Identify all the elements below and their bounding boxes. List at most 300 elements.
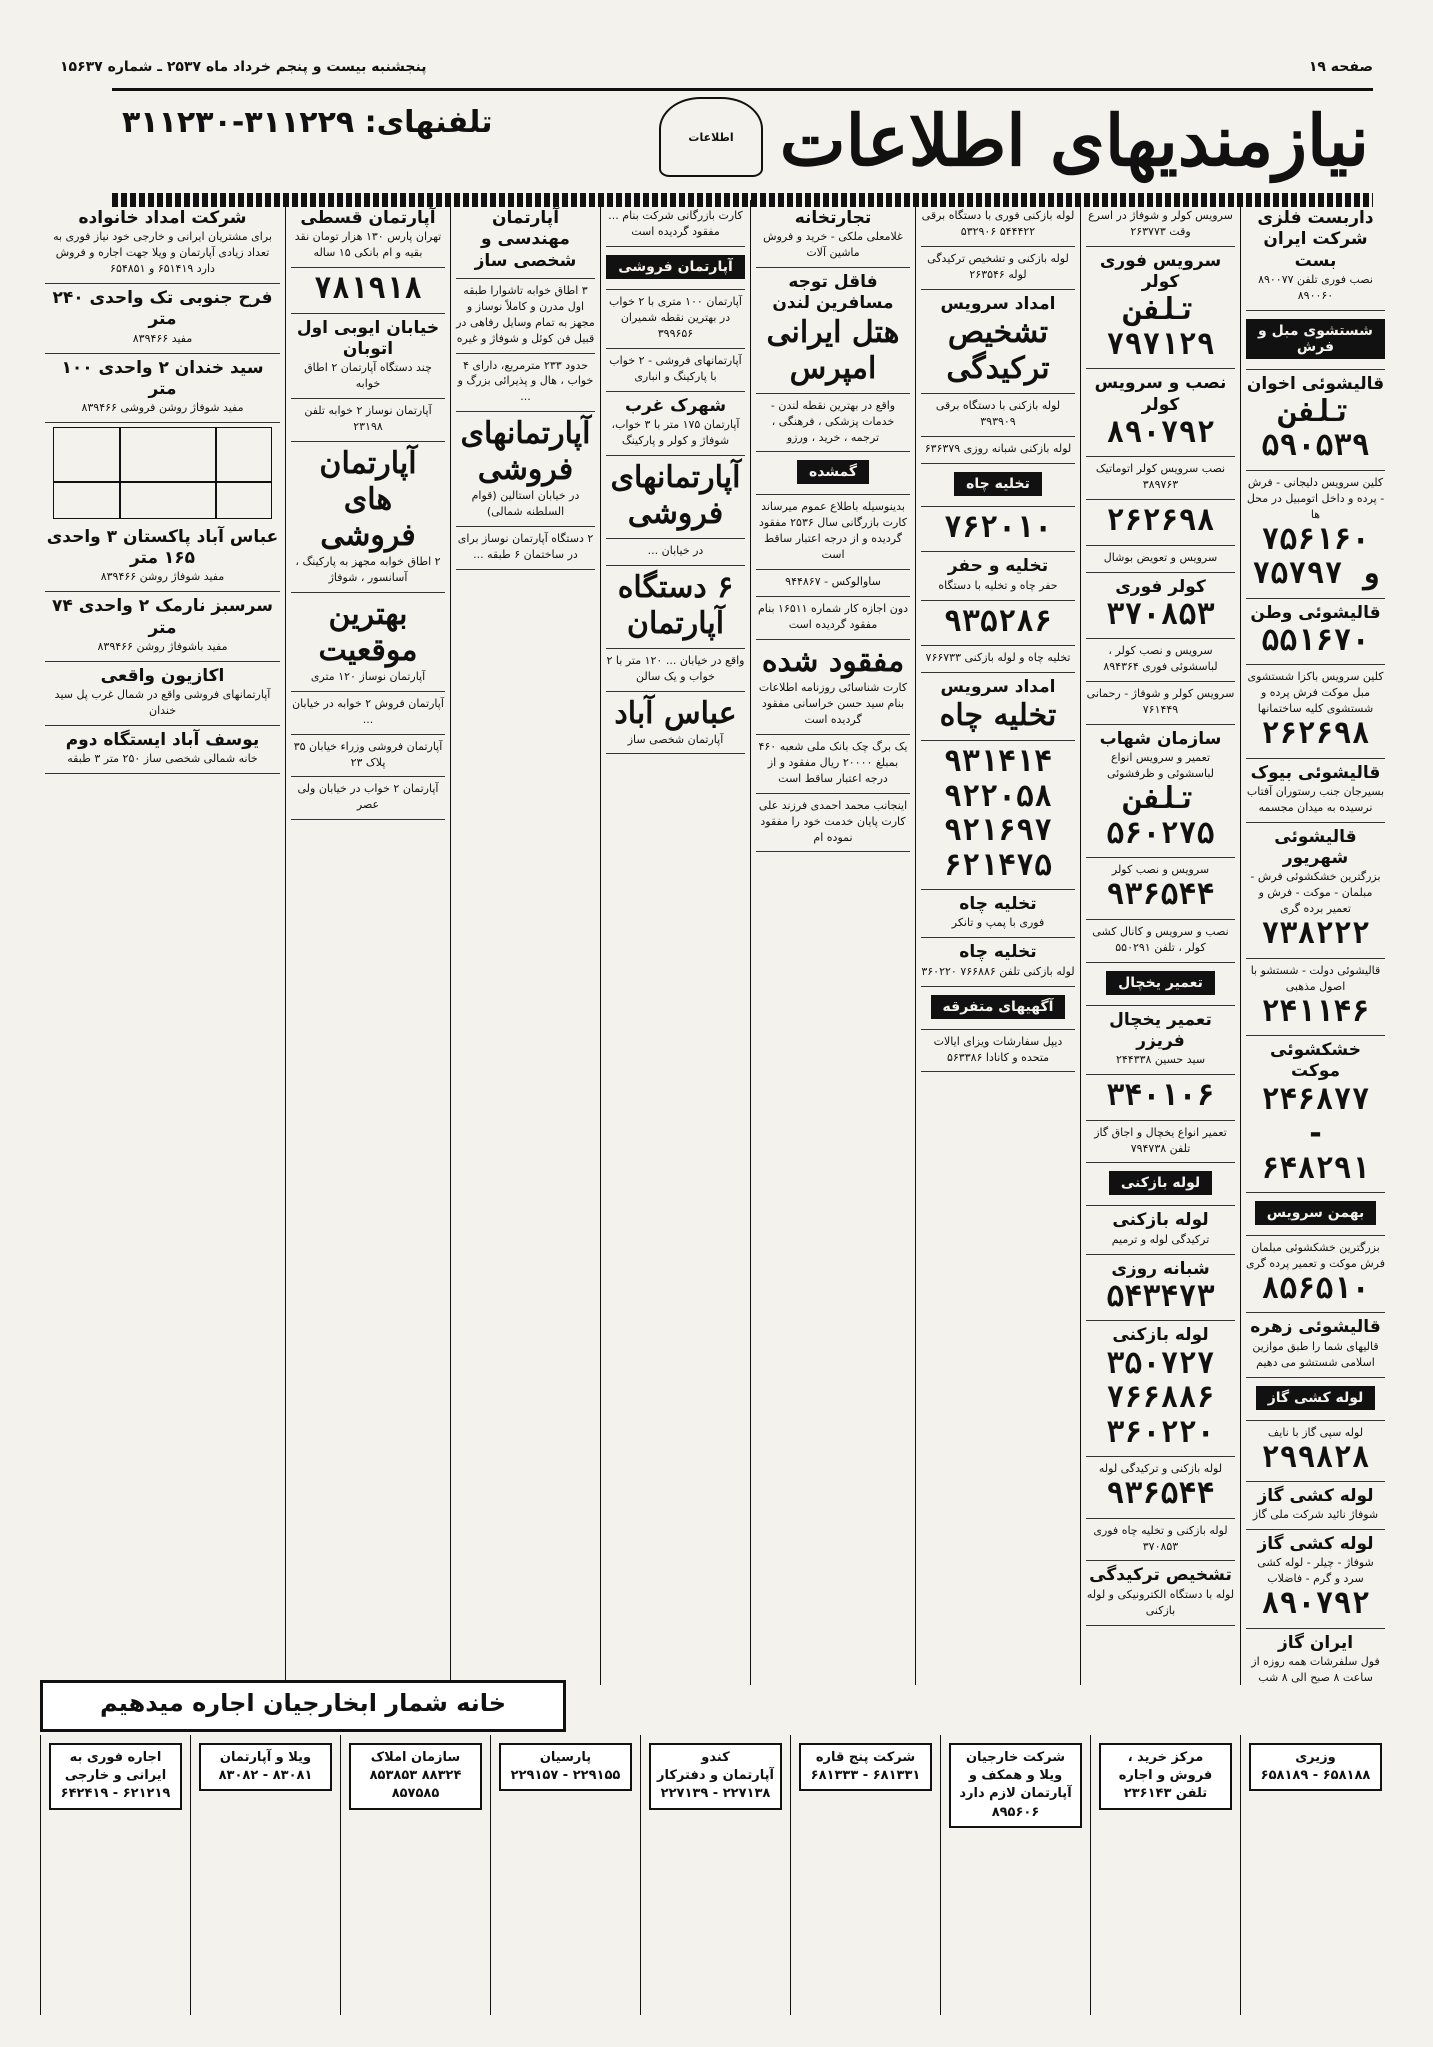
classified-ad [606,290,745,349]
ad-text: سرویس کولر و شوفاژ - رحمانی ۷۶۱۴۴۹ [1086,687,1235,717]
column-2 [1080,200,1240,1685]
column-6 [450,200,600,1685]
bottom-ad-column [1090,1735,1240,2015]
bottom-ad-column [1240,1735,1390,2015]
ad-text: غلامعلی ملکی - خرید و فروش ماشین آلات [763,230,903,260]
ad-text: اینجانب محمد احمدی فرزند علی کارت پایان خدمت خود را مفقود نموده ام [758,798,908,844]
ad-text: فول سلفرشات همه روزه از ساعت ۸ صبح الی ۸ شب [1251,1655,1380,1684]
classified-ad [606,692,745,755]
classified-ad [45,726,280,774]
ad-text: نصب و سرویس و کانال کشی کولر ، تلفن ۵۵۰۲۹۱ [1092,924,1229,954]
classified-ad [1246,1236,1385,1313]
bottom-ad-heading: پارسیان [539,1750,592,1765]
ad-heading: تعمیر یخچال فریزر [1109,1009,1212,1051]
bottom-ad-heading: سازمان املاک [370,1750,461,1765]
ad-text: مفید شوفاژ روشن ۸۳۹۴۶۶ [100,570,225,584]
ad-heading: آپارتمان مهندسی و شخصی ساز [474,208,577,271]
classified-ad [1246,471,1385,599]
ad-phone-number: تلفن ۵۹۰۵۳۹ [1261,393,1370,464]
classified-ad [1086,546,1235,573]
issue-info: پنجشنبه بیست و پنجم خرداد ماه ۲۵۳۷ ـ شماره ۱۵۶۳۷ [60,59,427,75]
classified-ad [1086,1121,1235,1164]
ad-text: قالیشوئی دولت - شستشو با اصول مذهبی [1250,963,1381,993]
bottom-ad-column [940,1735,1090,2015]
ad-heading: ایران گاز [1277,1632,1354,1653]
section-banner: لوله بازکنی [1109,1171,1212,1195]
classified-ad [921,247,1075,290]
ad-heading: لوله کشی گاز [1257,1534,1374,1555]
ad-large-heading: بهترین موقعیت [318,596,418,668]
classified-ad [606,456,745,539]
section-banner: بهمن سرویس [1255,1201,1377,1225]
ad-text: مفید باشوفاژ روشن ۸۳۹۴۶۶ [97,639,228,653]
ad-text: لوله بازکنی و تخلیه چاه فوری ۳۷۰۸۵۳ [1093,1523,1228,1553]
ad-text: تعمیر انواع یخچال و اجاق گاز تلفن ۷۹۴۷۳۸ [1094,1125,1227,1155]
classified-ad [291,399,445,442]
ad-text: کلین سرویس دلیجانی - فرش - پرده و داخل اتومبیل در محل ها [1246,475,1385,521]
bottom-ad-text: ۶۲۱۲۱۹ - ۶۴۲۴۱۹ [60,1786,171,1802]
classified-ad [1086,1321,1235,1457]
classified-ad [1246,1482,1385,1530]
ad-phone-number: ۳۷۰۸۵۳ [1106,596,1215,632]
ad-heading: لوله بازکنی [1112,1325,1209,1346]
bottom-ad-column [190,1735,340,2015]
ad-heading: شرکت امداد خانواده [78,208,247,228]
ad-phone-number: ۸۹۰۷۹۲ [1106,414,1215,450]
ad-heading: قالیشوئی زهره [1250,1317,1381,1338]
ad-text: در خیابان ... [647,543,704,557]
ad-text: مفید شوفاژ روشن فروشی ۸۳۹۴۶۶ [81,401,244,414]
bottom-ad [1249,1743,1382,1791]
ad-heading: کولر فوری [1115,576,1206,597]
ad-heading: سرسبز نارمک ۲ واحدی ۷۴ متر [52,596,273,638]
column-3 [915,200,1080,1685]
ad-text: فوری با پمپ و تانکر [951,916,1045,930]
section-banner: آپارتمان فروشی [606,255,745,279]
ad-heading: امداد سرویس [940,293,1056,314]
classified-ad [291,268,445,314]
classified-ad [756,495,910,570]
ad-text: آپارتمانهای فروشی واقع در شمال غرب پل سید خندان [54,688,271,717]
ad-large-heading: تخلیه چاه [939,698,1057,734]
ad-large-heading: عباس آباد [614,695,737,731]
ad-heading: تخلیه چاه [959,894,1037,915]
ad-text: آپارتمان شخصی ساز [627,732,724,746]
ad-text: برای مشتریان ایرانی و خارجی خود نیاز فوری به تعداد زیادی آپارتمان و ویلا جهت اجاره و فروش دارد ۶۵۱۴۱۹ و ۶۵۴۸۵۱ [53,230,272,276]
ad-text: سرویس و تعویض بوشال [1103,550,1218,564]
bottom-ad [49,1743,182,1810]
ad-text: لوله با دستگاه الکترونیکی و لوله بازکنی [1086,1587,1235,1617]
classified-ad [1086,500,1235,546]
classified-ad [756,394,910,453]
classified-ad [921,646,1075,673]
classified-ad [606,539,745,566]
ad-phone-number: ۳۵۰۷۲۷ ۷۶۶۸۸۶ ۳۶۰۲۲۰ [1106,1345,1215,1450]
classified-ad [606,349,745,392]
ad-heading: امداد سرویس [940,676,1056,697]
classified-ad [291,735,445,778]
ad-heading: قالیشوئی اخوان [1246,373,1385,394]
ad-phone-number: ۷۵۶۱۶۰ و ۷۵۷۹۷ [1252,521,1379,592]
ad-heading: قالیشوئی بیوک [1250,762,1381,783]
ad-text: خانه شمالی شخصی ساز ۲۵۰ متر ۳ طبقه [67,752,258,766]
classified-ad [45,523,280,592]
classified-ad [1086,369,1235,457]
ad-text: سرویس و نصب کولر [1111,863,1210,877]
classified-ad [606,247,745,290]
column-4 [750,200,915,1685]
ad-text: نصب سرویس کولر اتوماتیک ۳۸۹۷۶۳ [1095,462,1226,492]
ad-heading: خشکشوئی موکت [1270,1040,1361,1082]
classified-ad [1086,1075,1235,1121]
ad-heading: نصب و سرویس کولر [1094,373,1227,415]
ad-heading: فرح جنوبی تک واحدی ۲۴۰ متر [52,288,273,330]
classified-ad [921,987,1075,1030]
classified-ad [291,442,445,593]
classified-ad [45,592,280,661]
ad-heading: قالیشوئی وطن [1250,602,1381,623]
ad-phone-number: ۹۳۵۲۸۶ [943,603,1053,639]
classified-ad [1246,1193,1385,1236]
classified-ad [1246,759,1385,823]
ad-heading: یوسف آباد ایستگاه دوم [65,729,260,750]
ad-text: یک برگ چک بانک ملی شعبه ۴۶۰ بمبلغ ۲۰۰۰۰ ریال مفقود و از درجه اعتبار ساقط است [758,739,908,785]
classified-ad [921,204,1075,247]
ad-text: بسیرجان جنب رستوران آفتاب نرسیده به میدان مجسمه [1246,785,1385,814]
ad-text: سرویس و نصب کولر ، لباسشوئی فوری ۸۹۴۳۶۴ [1103,644,1218,674]
bottom-banner: خانه شمار ابخارجیان اجاره میدهیم [40,1680,566,1732]
classified-ad [921,394,1075,437]
bottom-ad-text: ۶۸۱۳۳۱ - ۶۸۱۳۳۳ [810,1768,921,1784]
ad-heading: داربست فلزی شرکت ایران بست [1257,208,1374,271]
ad-text: چند دستگاه آپارتمان ۲ اطاق خوابه [304,361,432,391]
bottom-ad [949,1743,1082,1828]
ad-text: آپارتمان نوساز ۱۲۰ متری [310,669,426,683]
classified-ad [1246,370,1385,471]
ad-heading: تخلیه چاه [959,942,1037,963]
ad-text: واقع در خیابان ... ۱۲۰ متر با ۲ خواب و یک سالن [606,653,745,683]
ad-text: تعمیر و سرویس انواع لباسشوئی و ظرفشوئی [1106,751,1215,781]
ad-phone-number: ۲۶۲۶۹۸ [1106,503,1215,539]
ad-heading: سرویس فوری کولر [1099,250,1222,293]
masthead-phones: تلفنهای: ۳۱۱۲۲۹-۳۱۱۲۳۰ [122,105,493,140]
column-5 [600,200,750,1685]
classified-ad [921,552,1075,600]
bottom-ad-heading: ویلا و آپارتمان [219,1750,312,1765]
ad-text: لوله بازکنی شبانه روزی ۶۳۶۳۷۹ [924,441,1072,455]
classified-ad [606,204,745,247]
bottom-ad-heading: شرکت خارجیان [965,1750,1066,1765]
ad-phone-number: ۸۵۶۵۱۰ [1261,1270,1370,1306]
section-banner: آگهیهای متفرقه [931,995,1066,1019]
ad-text: کلین سرویس باکزا شستشوی مبل موکت فرش پرده و شستشوی کلیه ساختمانها [1247,670,1384,716]
street-map-sketch [53,427,272,519]
classified-ad [1246,204,1385,311]
classified-ad [756,268,910,394]
section-banner: لوله کشی گاز [1256,1386,1376,1410]
classified-ad [45,204,280,284]
ad-text: نصب فوری تلفن ۸۹۰۰۷۷ ۸۹۰۰۶۰ [1258,272,1373,302]
ad-phone-number: ۲۴۱۱۴۶ [1261,993,1370,1029]
classified-ad [1086,1519,1235,1562]
ad-text: لوله بازکنی تلفن ۷۶۶۸۸۶ ۳۶۰۲۲۰ [921,964,1075,978]
ad-text: واقع در بهترین نقطه لندن - خدمات پزشکی ، فرهنگی ، ترجمه ، خرید ، ورزو [770,398,896,444]
ad-phone-number: ۷۸۱۹۱۸ [313,271,423,307]
section-banner: تخلیه چاه [954,472,1042,496]
ad-text: تخلیه چاه و لوله بازکنی ۷۶۶۷۳۳ [925,651,1071,664]
ad-text: لوله بازکنی و ترکیدگی لوله [1098,1462,1223,1476]
masthead-title: نیازمندیهای اطلاعات [779,99,1369,182]
ad-large-heading: آپارتمانهای فروشی [610,459,741,531]
ad-heading: عباس آباد پاکستان ۳ واحدی ۱۶۵ متر [46,526,279,569]
classified-ad [1086,1457,1235,1518]
ad-text: بزرگترین خشکشوئی مبلمان فرش موکت و تعمیر پرده گری [1246,1241,1385,1270]
bottom-ad-column [640,1735,790,2015]
classified-ad [291,777,445,820]
classified-ad [921,1030,1075,1073]
ad-phone-number: ۹۳۱۴۱۴ ۹۲۲۰۵۸ ۹۲۱۶۹۷ ۶۲۱۴۷۵ [943,744,1053,883]
ad-text: حدود ۲۳۳ مترمربع، دارای ۴ خواب ، هال و پذیرائی بزرگ و ... [457,358,594,404]
classified-ad [291,314,445,399]
ad-large-heading: هتل ایرانی امپرس [766,314,900,386]
ad-text: لوله سپی گاز با نایف [1267,1425,1364,1439]
classified-ad [45,354,280,423]
classified-ad [1086,639,1235,682]
classified-ad [921,464,1075,507]
bottom-ad-heading: شرکت پنج قاره [815,1750,916,1765]
classified-ad [1246,665,1385,758]
bottom-ad-heading: وزیری [1295,1750,1336,1765]
ad-text: آپارتمان نوساز ۲ خوابه تلفن ۲۳۱۹۸ [304,404,432,433]
classified-ad [1246,1378,1385,1421]
classified-ad [756,640,910,735]
ad-phone-number: ۹۳۶۵۴۴ [1106,1476,1215,1512]
ad-large-heading: مفقود شده [761,644,905,679]
classified-ad [1246,1629,1385,1685]
classified-ad [456,204,595,279]
bottom-ad-text: ۸۳۰۸۱ - ۸۳۰۸۲ [218,1768,313,1784]
ad-phone-number: ۵۴۳۴۷۳ [1106,1278,1215,1314]
classified-ad [1086,1006,1235,1075]
classified-ad [756,794,910,853]
ad-text: حفر چاه و تخلیه با دستگاه [938,578,1058,592]
classified-ad [1246,599,1385,666]
ad-text: قالیهای شما را طبق موازین اسلامی شستشو می دهیم [1252,1339,1379,1369]
ad-phone-number: تلفن ۷۹۷۱۲۹ [1106,292,1215,362]
classified-ad [45,662,280,726]
classified-ad [1086,457,1235,500]
classified-ad [921,601,1075,647]
classified-ad [1246,959,1385,1036]
bottom-ad-column [340,1735,490,2015]
bottom-ad [199,1743,332,1791]
ad-text: ۲ اطاق خوابه مجهز به پارکینگ ، آسانسور ، شوفاژ [295,554,441,584]
classified-ad [1086,204,1235,247]
ad-large-heading: تشخیص ترکیدگی [946,315,1050,386]
bottom-ad-column [40,1735,190,2015]
ad-heading: تشخیص ترکیدگی [1089,1565,1232,1586]
ad-text: بزرگترین خشکشوئی فرش - مبلمان - موکت - فرش و تعمیر برده گری [1250,870,1381,916]
classified-ad [1086,682,1235,725]
classified-ad [1086,1206,1235,1254]
classified-ad [921,437,1075,464]
classified-ad [756,597,910,640]
page-meta-line [60,56,1373,78]
ad-text: آپارتمانهای فروشی - ۲ خواب با پارکینگ و انباری [609,353,742,383]
classified-ad [1246,1421,1385,1482]
bottom-ad-text: ۶۵۸۱۸۸ - ۶۵۸۱۸۹ [1260,1768,1371,1784]
page-number: صفحه ۱۹ [1308,59,1373,75]
ad-text: ۳ اطاق خوابه تاشوارا طبقه اول مدرن و کاملاً نوساز و مجهز به تمام وسایل رفاهی در قبیل فن کوئل و شوفاژ و غیره [456,283,595,345]
column-8 [40,200,285,1685]
classified-ad [1086,1163,1235,1206]
bottom-ad [349,1743,482,1810]
section-banner: تعمیر یخچال [1106,971,1215,995]
bottom-ad-heading: اجاره فوری به ایرانی و خارجی [64,1750,167,1784]
ad-text: تهران پارس ۱۳۰ هزار تومان نقد بقیه و ام بانکی ۱۵ ساله [294,230,442,260]
classified-ad [606,392,745,456]
ad-phone-number: ۲۴۶۸۷۷ - ۶۴۸۲۹۱ [1261,1081,1370,1186]
column-1 [1240,200,1390,1685]
bottom-ads-row [40,1735,1390,2015]
bottom-ad-text: آپارتمان و دفترکار ۲۲۷۱۳۸ - ۲۲۷۱۳۹ [657,1768,774,1802]
ad-phone-number: ۵۵۱۶۷۰ [1261,622,1370,658]
bottom-ad-column [790,1735,940,2015]
bottom-ad-heading: کندو [701,1750,730,1765]
classified-ad [1086,858,1235,919]
ad-text: کارت بازرگانی شرکت بنام ... مفقود گردیده است [608,209,743,238]
ad-text: لوله بازکنی با دستگاه برقی ۳۹۳۹۰۹ [935,399,1061,428]
ad-text: آپارتمان فروشی وزراء خیابان ۳۵ پلاک ۲۳ [293,739,443,769]
ad-large-heading: آپارتمانهای فروشی [460,416,591,488]
bottom-ad-heading: مرکز خرید ، فروش و اجاره تلفن ۲۳۶۱۴۳ [1118,1750,1213,1802]
ad-heading: شهرک غرب [624,395,727,416]
bottom-ad-text: ۲۲۹۱۵۵ - ۲۲۹۱۵۷ [510,1768,621,1784]
classified-ad [291,593,445,692]
ad-text: آپارتمان فروش ۲ خوابه در خیابان ... [292,696,444,726]
ad-text: دون اجازه کار شماره ۱۶۵۱۱ بنام مفقود گردیده است [757,602,909,632]
section-banner: شستشوی مبل و فرش [1246,319,1385,359]
classified-columns [40,200,1390,1685]
ad-heading: تجارتخانه [794,208,872,228]
classified-ad [921,507,1075,553]
ad-text: لوله بازکنی و تشخیص ترکیدگی لوله ۲۶۳۵۴۶ [927,251,1069,281]
ad-phone-number: ۷۶۲۰۱۰ [943,509,1053,545]
classified-ad [756,735,910,794]
classified-ad [921,673,1075,741]
classified-ad [1086,920,1235,963]
classified-ad [291,204,445,268]
ad-phone-number: ۸۹۰۷۹۲ [1261,1586,1370,1622]
classified-ad [921,290,1075,394]
ad-text: بدینوسیله باطلاع عموم میرساند کارت بازرگانی سال ۲۵۳۶ مفقود گردیده و از درجه اعتبار ساقط است [759,500,907,562]
classified-ad [756,570,910,597]
ad-heading: فاقل توجه مسافرین لندن [772,272,894,314]
classified-ad [756,452,910,495]
classified-ad [1086,1255,1235,1322]
bottom-ad [499,1743,632,1791]
ad-phone-number: ۲۹۹۸۲۸ [1261,1439,1370,1475]
bottom-ad-text: ویلا و همکف و آپارتمان لازم دارد ۸۹۵۶۰۶ [959,1768,1072,1820]
ad-heading: خیابان ایوبی اول اتوبان [296,317,440,359]
classified-ad [45,284,280,353]
ad-text: ۲ دستگاه آپارتمان نوساز برای در ساختمان ۶ طبقه ... [457,532,594,562]
ad-text: کارت شناسائی روزنامه اطلاعات بنام سید حسن خراسانی مفقود گردیده است [758,681,908,726]
ad-text: شوفاژ - چیلر - لوله کشی سرد و گرم - فاضلاب [1257,1556,1374,1586]
ad-phone-number: ۳۴۰۱۰۶ [1106,1078,1215,1114]
ad-heading: لوله کشی گاز [1257,1486,1374,1506]
classified-ad [1086,573,1235,640]
ad-heading: سازمان شهاب [1099,729,1222,750]
ad-text: آپارتمان ۱۰۰ متری با ۲ خواب در بهترین نقطه شمیران ۳۹۹۶۵۶ [609,294,742,340]
classified-ad [756,204,910,268]
classified-ad [921,890,1075,938]
ad-text: آپارتمان ۱۷۵ متر با ۳ خواب، شوفاژ و کولر و پارکینگ [611,417,740,447]
ad-heading: اکازیون واقعی [100,665,225,686]
ad-text: لوله بازکنی فوری با دستگاه برقی ۵۴۴۴۲۲ ۵۳۲۹۰۶ [921,209,1075,238]
ad-text: سید حسین ۲۴۴۳۳۸ [1115,1053,1206,1067]
bottom-ad [649,1743,782,1810]
ad-text: آپارتمان ۲ خواب در خیابان ولی عصر [297,782,439,812]
ad-heading: آپارتمان قسطی [300,208,436,228]
ad-phone-number: ۷۳۸۲۲۲ [1261,916,1370,952]
ad-phone-number: تلفن ۵۶۰۲۷۵ [1106,781,1215,851]
ad-heading: تخلیه و حفر [947,556,1049,577]
classified-ad [1086,247,1235,370]
classified-ad [291,692,445,735]
column-7 [285,200,450,1685]
classified-ad [456,279,595,354]
logo-text: اطلاعات [688,130,734,144]
classified-ad [921,938,1075,986]
classified-ad [1086,725,1235,858]
classified-ad [606,566,745,649]
newspaper-logo-icon [659,97,763,177]
classified-ad [1246,1530,1385,1629]
ad-text: دیپل سفارشات ویزای ایالات متحده و کانادا ۵۶۳۳۸۶ [933,1034,1063,1064]
classified-ad [1246,311,1385,370]
ad-phone-number: ۲۶۲۶۹۸ [1261,716,1370,752]
section-banner: گمشده [797,460,869,484]
classified-ad [456,412,595,527]
classified-ad [456,527,595,570]
classified-ad [1086,963,1235,1006]
bottom-ad [799,1743,932,1791]
classified-ad [606,649,745,692]
classified-ad [1246,823,1385,959]
bottom-ad-column [490,1735,640,2015]
classified-ad [456,354,595,413]
ad-heading: سید خندان ۲ واحدی ۱۰۰ متر [61,357,264,399]
classified-ad [1086,1561,1235,1625]
masthead [112,88,1373,207]
classified-ad [921,741,1075,890]
bottom-ad-text: ۸۸۳۲۴ ۸۵۳۸۵۳ ۸۵۷۵۸۵ [369,1768,462,1802]
ad-text: شوفاژ نائید شرکت ملی گاز [1252,1508,1379,1522]
ad-text: در خیابان استالین (قوام السلطنه شمالی) [471,489,580,519]
ad-text: ترکیدگی لوله و ترمیم [1111,1232,1210,1246]
ad-large-heading: ۶ دستگاه آپارتمان [617,569,734,641]
ad-heading: قالیشوئی شهریور [1274,826,1357,869]
ad-text: مفید ۸۳۹۴۶۶ [132,331,193,345]
classified-ad [1246,1313,1385,1377]
ad-heading: لوله بازکنی [1112,1210,1209,1231]
ad-text: سرویس کولر و شوفاژ در اسرع وقت ۲۶۳۷۷۳ [1088,209,1233,238]
ad-large-heading: آپارتمان های فروشی [319,445,417,553]
ad-phone-number: ۹۳۶۵۴۴ [1106,877,1215,913]
bottom-ad [1099,1743,1232,1810]
classified-ad [1246,1036,1385,1193]
